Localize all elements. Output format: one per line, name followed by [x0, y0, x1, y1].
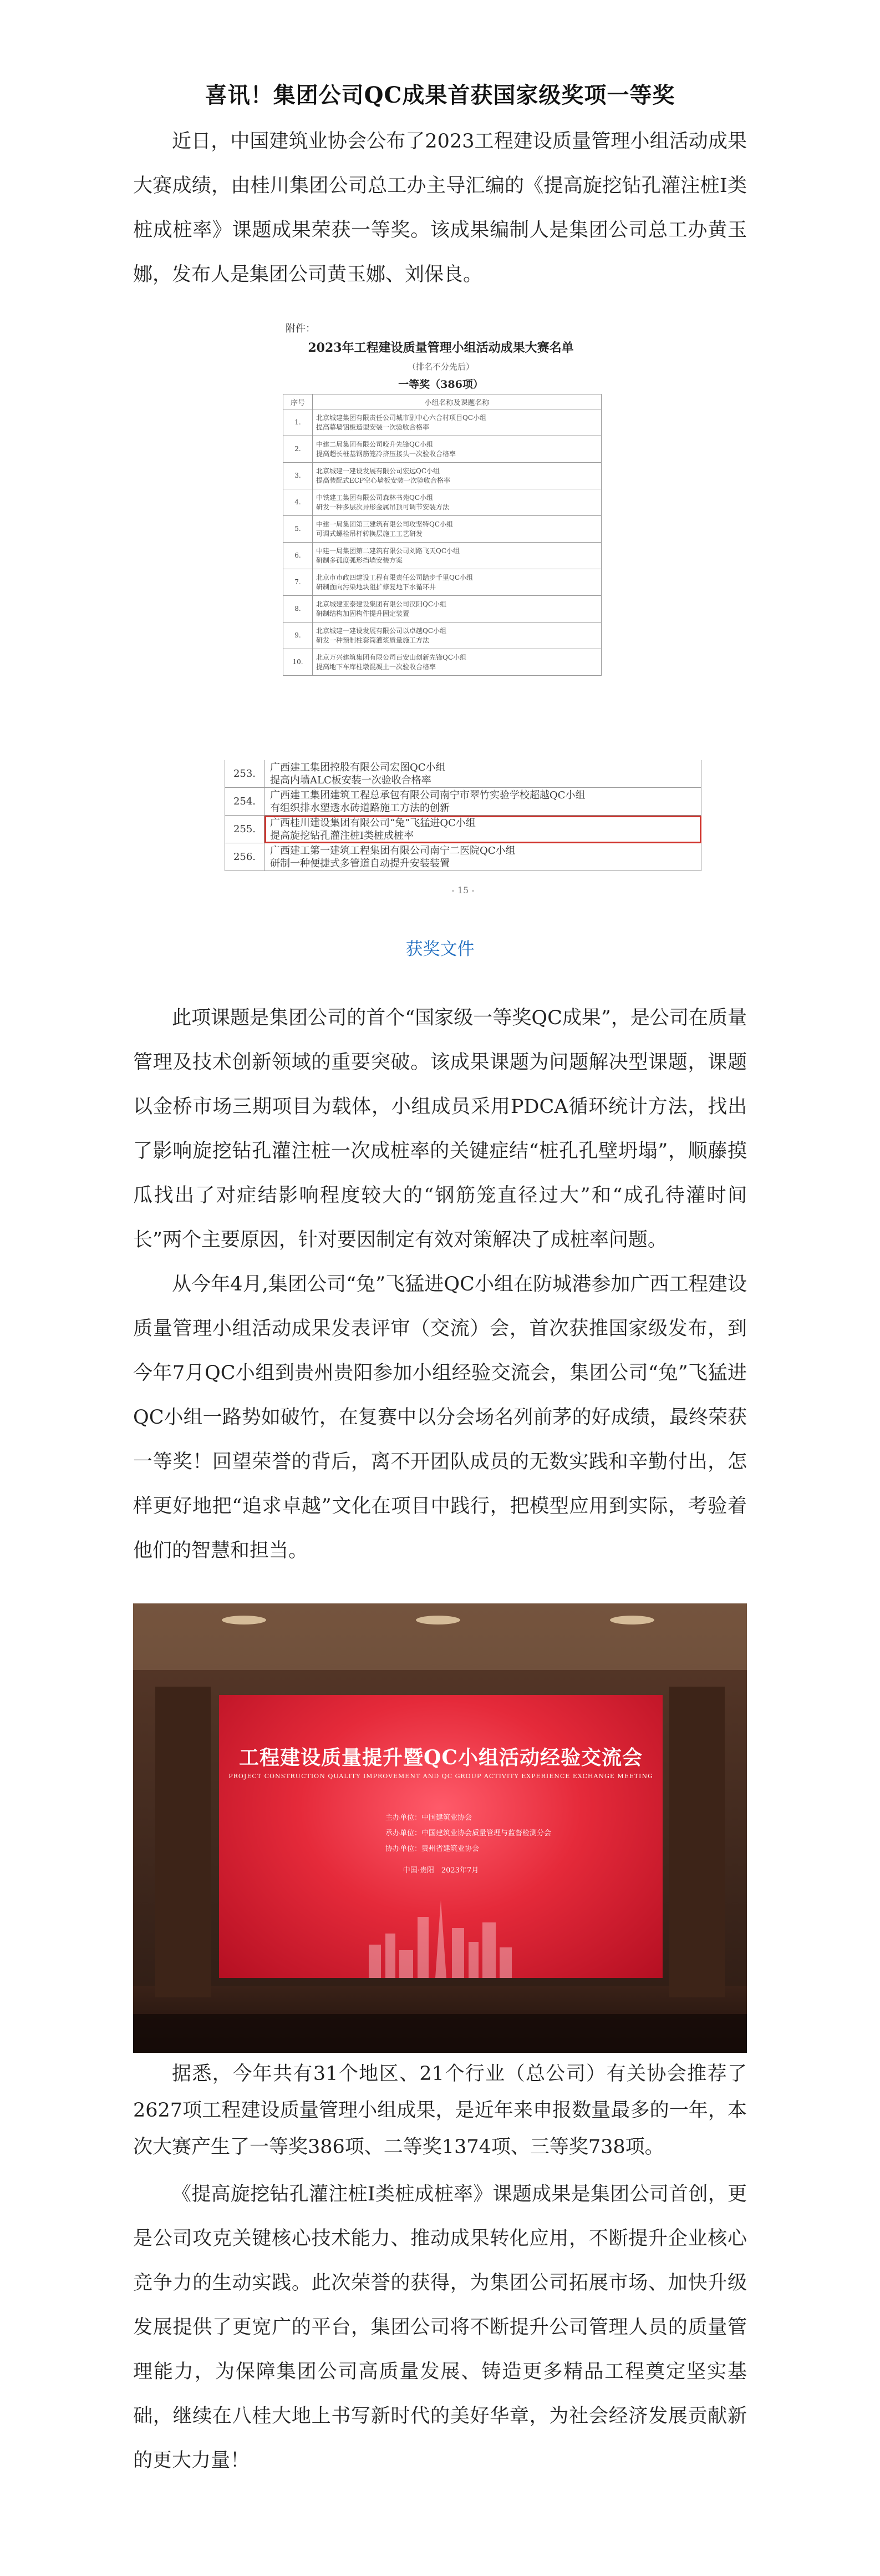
table-row	[283, 596, 602, 623]
group-name: 中建一局集团第二建筑有限公司刘路飞天QC小组	[316, 546, 460, 555]
topic-name: 研制面向污染地块阻扩修复地下水循环井	[316, 583, 436, 591]
row-number: 8.	[283, 596, 313, 623]
table-row	[283, 516, 602, 543]
col-name-header: 小组名称及课题名称	[313, 394, 602, 409]
table-row	[283, 569, 602, 596]
group-name: 中建二局集团有限公司咬升先锋QC小组	[316, 440, 434, 448]
table-row	[283, 623, 602, 649]
row-number: 7.	[283, 569, 313, 596]
topic-name: 研制结构加固构件提升固定装置	[316, 609, 410, 618]
topic-name: 提高幕墙铝板造型安装一次验收合格率	[316, 423, 430, 431]
row-content	[313, 596, 602, 623]
row-content	[313, 436, 602, 463]
table-row	[283, 463, 602, 489]
topic-name: 提高装配式ECP空心墙板安装一次验收合格率	[316, 476, 451, 484]
group-name: 北京城建集团有限责任公司城市副中心六合村项目QC小组	[316, 413, 487, 422]
topic-name: 可调式螺栓吊杆转换层施工工艺研发	[316, 529, 423, 538]
table-header	[283, 394, 602, 409]
row-content	[313, 489, 602, 516]
topic-name: 研发一种预制柱套筒灌浆质量施工方法	[316, 636, 430, 644]
paragraph-intro: 近日，中国建筑业协会公布了2023工程建设质量管理小组活动成果大赛成绩，由桂川集团公司总工办主导汇编的《提高旋挖钻孔灌注桩Ⅰ类桩成桩率》课题成果荣获一等奖。该成果编制人是集团公司总工办黄玉娜，发布人是集团公司黄玉娜、刘保良。	[133, 130, 747, 286]
group-name: 广西建工第一建筑工程集团有限公司南宁二医院QC小组	[270, 844, 516, 857]
row-content	[313, 463, 602, 489]
image-caption: 获奖文件	[405, 939, 475, 959]
row-number: 5.	[283, 516, 313, 543]
page-number: - 15 -	[451, 885, 475, 895]
row-number: 10.	[283, 649, 313, 676]
paragraph-significance: 此项课题是集团公司的首个“国家级一等奖QC成果”，是公司在质量管理及技术创新领域的重要突破。该成果课题为问题解决型课题，课题以金桥市场三期项目为载体，小组成员采用PDCA循环统计方法，找出了影响旋挖钻孔灌注桩一次成桩率的关键症结“桩孔孔壁坍塌”，顺藤摸瓜找出了对症结影响程度较大的“钢筋笼直径过大”和“成孔待灌时间长”两个主要原因，针对要因制定有效对策解决了成桩率问题。	[133, 1007, 747, 1251]
topic-name: 提高超长桩基钢筋笼冷挤压接头一次验收合格率	[316, 449, 456, 458]
event-date: 中国·贵阳 2023年7月	[403, 1866, 479, 1875]
table-row	[283, 436, 602, 463]
row-content	[313, 649, 602, 676]
row-number: 255.	[225, 816, 264, 843]
topic-name: 研制一种便捷式多管道自动提升安装装置	[270, 857, 450, 869]
topic-name: 提高地下车库柱墩混凝土一次验收合格率	[316, 662, 436, 671]
row-number: 253.	[225, 760, 264, 788]
row-content	[264, 843, 701, 871]
row-number: 6.	[283, 543, 313, 569]
row-number: 256.	[225, 843, 264, 871]
order-note: （排名不分先后）	[407, 362, 474, 372]
paragraph-process: 从今年4月,集团公司“兔”飞猛进QC小组在防城港参加广西工程建设质量管理小组活动成果发表评审（交流）会，首次获推国家级发布，到今年7月QC小组到贵州贵阳参加小组经验交流会，集团公司“兔”飞猛进QC小组一路势如破竹，在复赛中以分会场名列前茅的好成绩，最终荣获一等奖！回望荣誉的背后，离不开团队成员的无数实践和辛勤付出，怎样更好地把“追求卓越”文化在项目中践行，把模型应用到实际，考验着他们的智慧和担当。	[133, 1273, 747, 1562]
table-row	[283, 543, 602, 569]
row-content	[264, 788, 701, 816]
highlighted-table-row	[225, 816, 701, 843]
group-name: 北京万兴建筑集团有限公司百安山创新先锋QC小组	[316, 653, 467, 661]
award-document-page-image	[225, 760, 701, 904]
row-content	[313, 569, 602, 596]
screen-subtitle: PROJECT CONSTRUCTION QUALITY IMPROVEMENT AND QC GROUP ACTIVITY EXPERIENCE EXCHANGE MEETING	[228, 1773, 653, 1780]
award-list-title: 2023年工程建设质量管理小组活动成果大赛名单	[308, 341, 574, 355]
row-number: 1.	[283, 409, 313, 436]
row-content	[264, 816, 701, 843]
award-document-image	[269, 316, 613, 707]
row-number: 254.	[225, 788, 264, 816]
paragraph-statistics: 据悉，今年共有31个地区、21个行业（总公司）有关协会推荐了2627项工程建设质量管理小组成果，是近年来申报数量最多的一年，本次大赛产生了一等奖386项、二等奖1374项、三等奖738项。	[133, 2063, 747, 2158]
group-name: 广西桂川建设集团有限公司“兔”飞猛进QC小组	[270, 817, 476, 829]
group-name: 广西建工集团建筑工程总承包有限公司南宁市翠竹实验学校超越QC小组	[270, 789, 586, 801]
article-title: 喜讯！集团公司QC成果首获国家级奖项一等奖	[205, 82, 675, 108]
row-number: 3.	[283, 463, 313, 489]
co-organizer: 协办单位：贵州省建筑业协会	[385, 1845, 480, 1853]
group-name: 北京城建一建设发展有限公司以卓越QC小组	[316, 626, 447, 635]
table-row	[283, 649, 602, 676]
group-name: 中铁建工集团有限公司森林书苑QC小组	[316, 493, 434, 502]
skyline-illustration	[358, 1895, 524, 1978]
award-table-continued	[225, 760, 701, 871]
row-content	[264, 760, 701, 788]
group-name: 北京城建亚泰建设集团有限公司汉阳QC小组	[316, 600, 447, 608]
row-number: 2.	[283, 436, 313, 463]
row-content	[313, 543, 602, 569]
group-name: 北京城建一建设发展有限公司宏远QC小组	[316, 467, 440, 475]
table-row	[225, 788, 701, 816]
topic-name: 研制多孤度弧形挡墙安装方案	[316, 556, 403, 564]
row-number: 4.	[283, 489, 313, 516]
group-name: 中建一局集团第三建筑有限公司攻坚特QC小组	[316, 520, 454, 528]
projection-screen	[219, 1695, 663, 1978]
prize-level: 一等奖（386项）	[398, 378, 484, 391]
conference-photo	[133, 1603, 747, 2053]
table-row	[283, 409, 602, 436]
table-row	[283, 489, 602, 516]
row-content	[313, 409, 602, 436]
col-number-header: 序号	[283, 394, 313, 409]
row-number: 9.	[283, 623, 313, 649]
attachment-label: 附件：	[286, 323, 316, 335]
organizer: 主办单位：中国建筑业协会	[385, 1814, 472, 1822]
topic-name: 有组织排水塑透水砖道路施工方法的创新	[270, 802, 450, 814]
undertaker: 承办单位：中国建筑业协会质量管理与监督检测分会	[385, 1829, 552, 1838]
row-content	[313, 516, 602, 543]
group-name: 广西建工集团控股有限公司宏图QC小组	[270, 761, 446, 773]
table-row	[225, 760, 701, 788]
topic-name: 提高旋挖钻孔灌注桩Ⅰ类桩成桩率	[270, 829, 414, 842]
paragraph-conclusion: 《提高旋挖钻孔灌注桩Ⅰ类桩成桩率》课题成果是集团公司首创，更是公司攻克关键核心技术能力、推动成果转化应用，不断提升企业核心竞争力的生动实践。此次荣誉的获得，为集团公司拓展市场、加快升级发展提供了更宽广的平台，集团公司将不断提升公司管理人员的质量管理能力，为保障集团公司高质量发展、铸造更多精品工程奠定坚实基础，继续在八桂大地上书写新时代的美好华章，为社会经济发展贡献新的更大力量！	[133, 2183, 747, 2472]
topic-name: 研发一种多层次异形金属吊顶可调节安装方法	[316, 503, 450, 511]
table-row	[225, 843, 701, 871]
screen-title: 工程建设质量提升暨QC小组活动经验交流会	[238, 1746, 643, 1769]
topic-name: 提高内墙ALC板安装一次验收合格率	[270, 774, 431, 786]
award-table	[283, 394, 602, 676]
group-name: 北京市市政四建设工程有限责任公司踏步千里QC小组	[316, 573, 474, 581]
row-content	[313, 623, 602, 649]
